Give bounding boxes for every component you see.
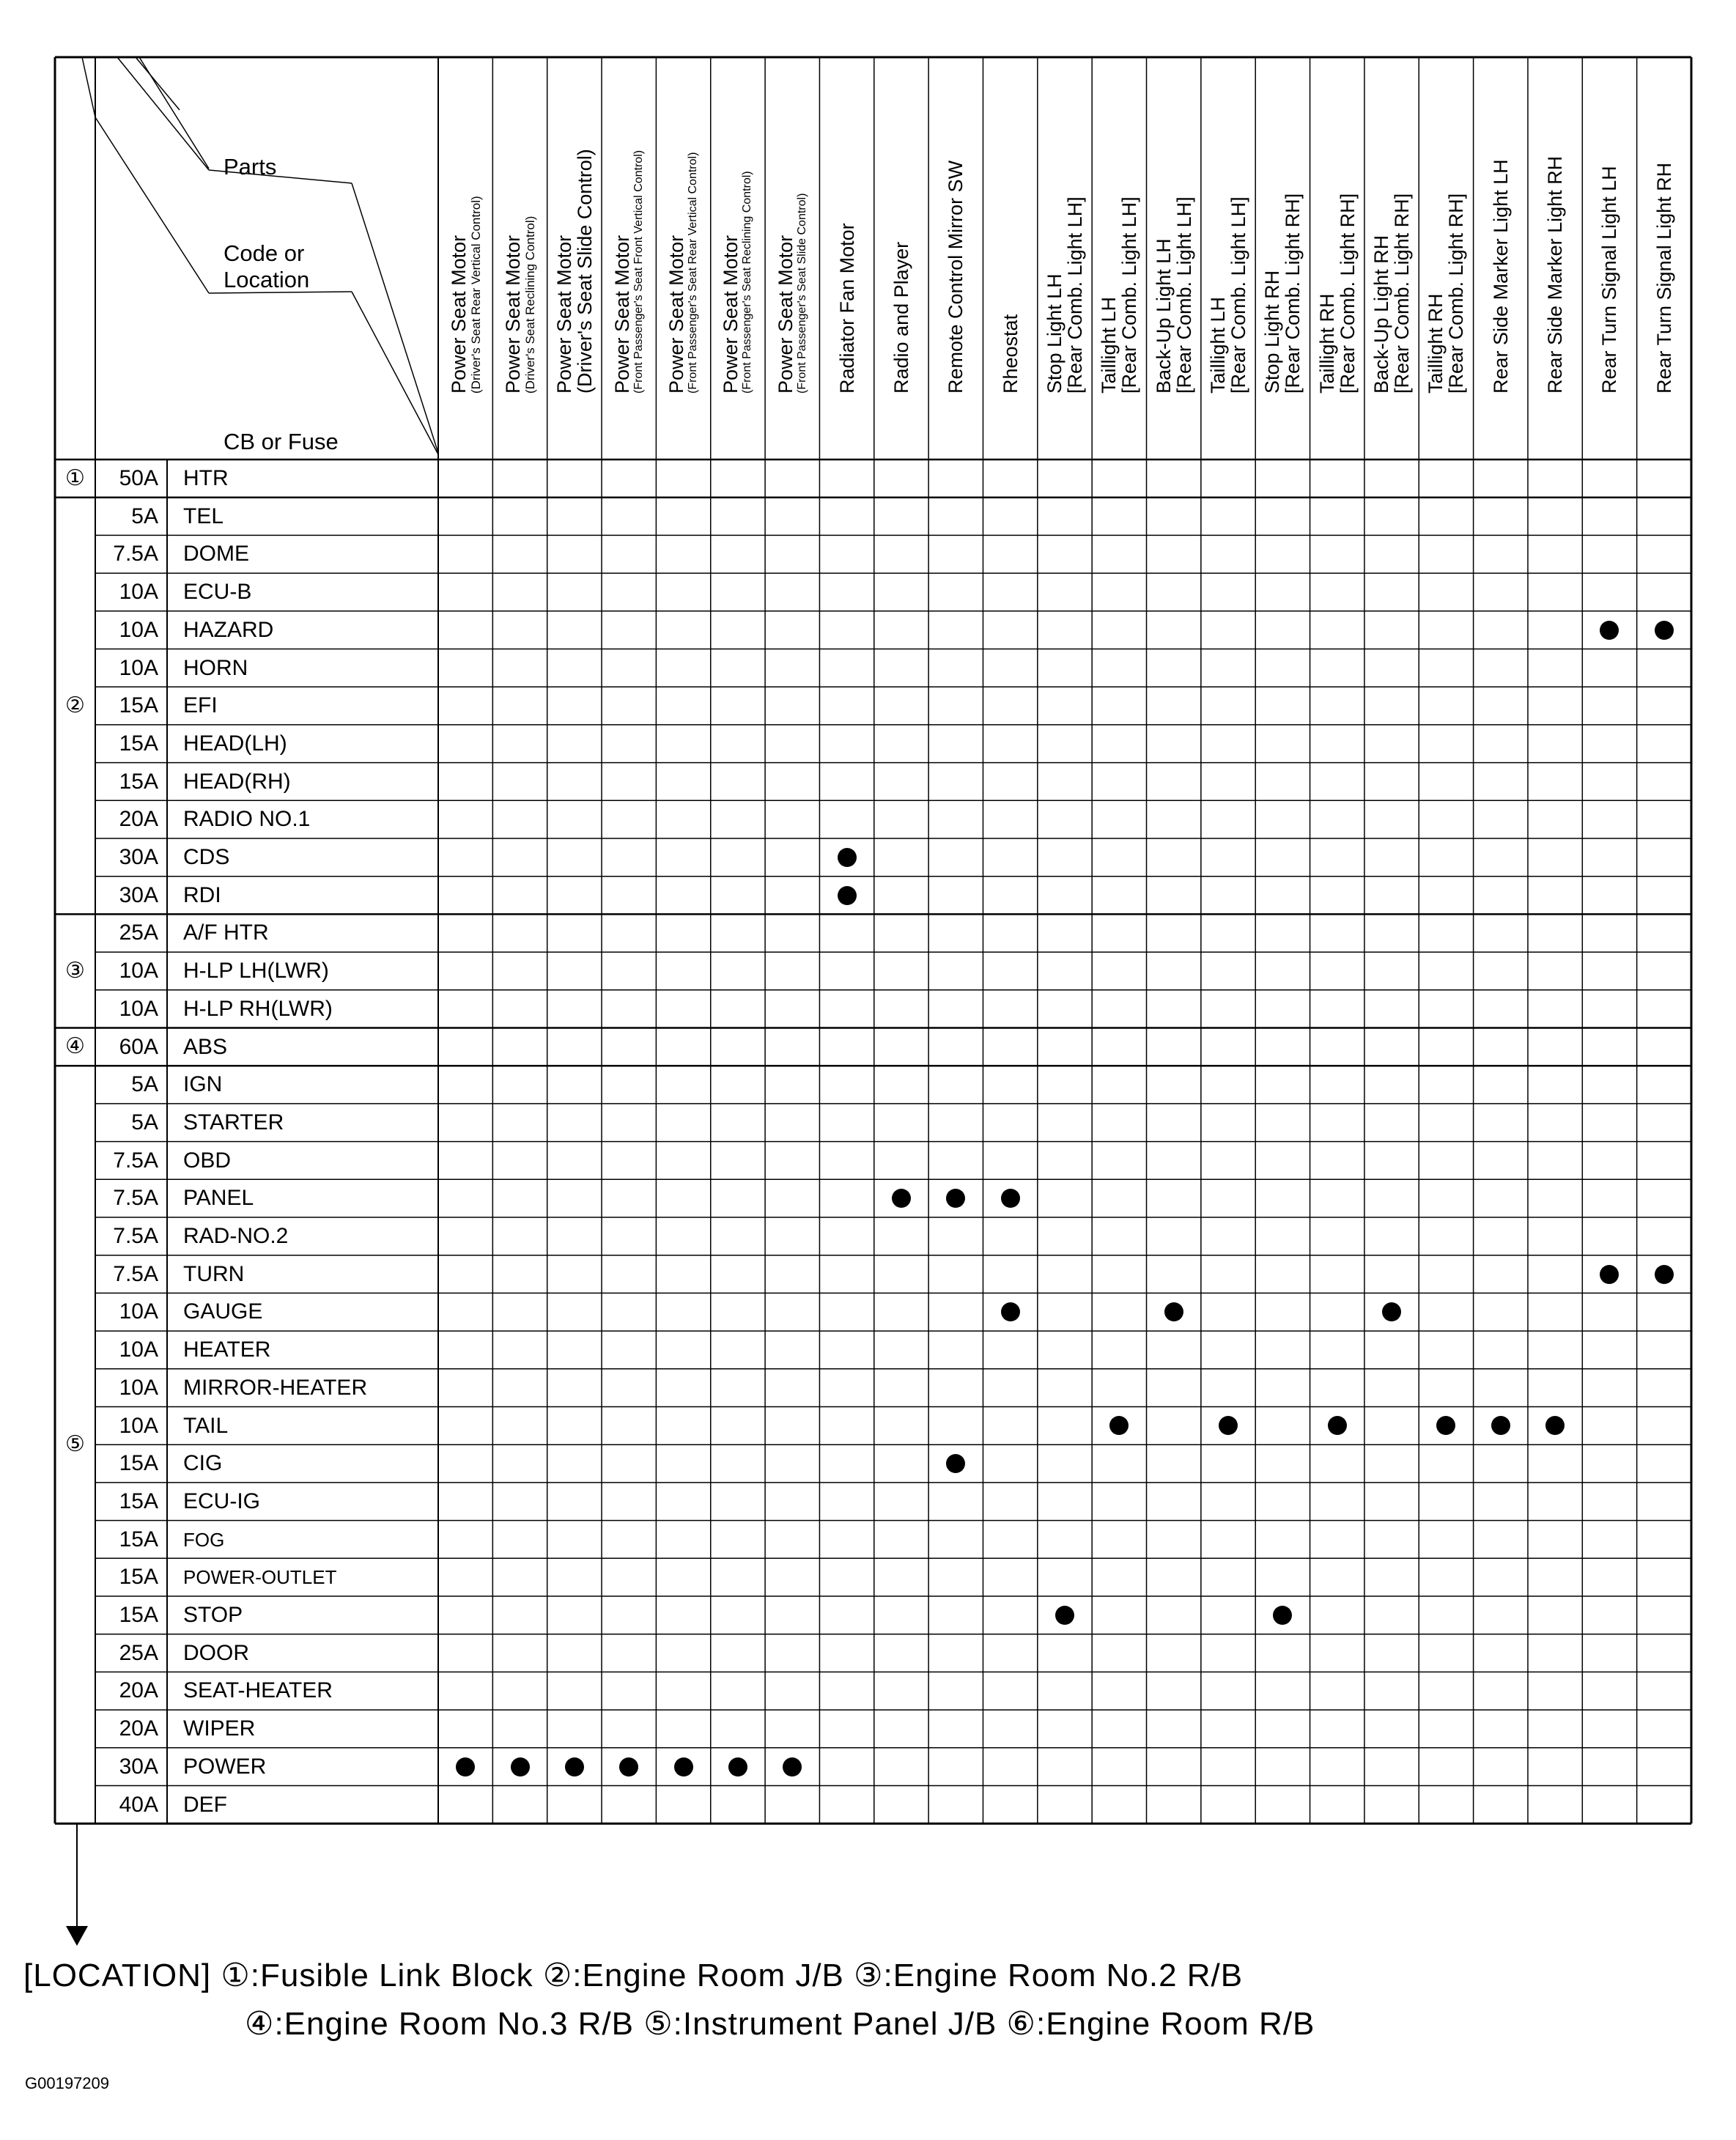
fuse-name: STARTER (183, 1110, 284, 1134)
column-header-main: Power Seat Motor (720, 235, 742, 394)
fuse-name: H-LP LH(LWR) (183, 959, 329, 984)
column-header-main: Power Seat Motor (665, 235, 688, 394)
header-diagonal-1 (82, 57, 95, 117)
location-label: Location (224, 267, 310, 292)
cb-fuse-label: CB or Fuse (224, 429, 339, 454)
fuse-amperage: 20A (119, 1716, 158, 1741)
connection-dot (1655, 621, 1674, 640)
fuse-name: HEATER (183, 1338, 271, 1362)
column-header-main: Stop Light RH (1261, 270, 1284, 394)
fuse-amperage: 15A (119, 731, 158, 756)
column-header-main: Power Seat Motor (553, 235, 575, 394)
column-header-sub: (Front Passenger's Seat Front Vertical Control) (632, 150, 645, 394)
column-header-main: Rear Side Marker Light LH (1489, 159, 1512, 394)
column-header-sub: [Rear Comb. Light RH] (1445, 193, 1468, 394)
fuse-name: HEAD(RH) (183, 769, 291, 794)
column-header-main: Power Seat Motor (502, 235, 525, 394)
connection-dot (1655, 1265, 1674, 1284)
fuse-name: GAUGE (183, 1299, 263, 1324)
fuse-name: HAZARD (183, 617, 274, 642)
header-diagonal-3 (136, 57, 180, 110)
column-header-main: Taillight LH (1098, 296, 1120, 394)
column-header-main: Rheostat (999, 314, 1022, 394)
fuse-name: EFI (183, 693, 218, 718)
connection-dot (783, 1757, 802, 1776)
location-code: ④ (65, 1034, 85, 1059)
fuse-name: RAD-NO.2 (183, 1224, 289, 1248)
column-header (1153, 196, 1194, 394)
location-legend-line-2: ④:Engine Room No.3 R/B ⑤:Instrument Panel J/B ⑥:Engine Room R/B (245, 2006, 1315, 2042)
column-header (1654, 163, 1674, 394)
column-header-main: Radio and Player (890, 241, 912, 394)
header-diagonal-4 (139, 57, 209, 169)
fuse-name: HORN (183, 655, 248, 680)
fuse-amperage: 20A (119, 807, 158, 832)
connection-dot (1055, 1606, 1074, 1625)
fuse-amperage: 5A (131, 1072, 158, 1097)
column-header-main: Rear Turn Signal Light LH (1598, 166, 1621, 394)
fuse-amperage: 20A (119, 1678, 158, 1703)
fuse-name: PANEL (183, 1186, 254, 1211)
figure-code: G00197209 (25, 2074, 109, 2092)
fuse-amperage: 7.5A (113, 1224, 158, 1248)
fuse-amperage: 15A (119, 693, 158, 718)
column-header-main: Taillight LH (1207, 296, 1230, 394)
fuse-amperage: 10A (119, 1375, 158, 1400)
column-header-main: Back-Up Light LH (1152, 238, 1175, 394)
connection-dot (1328, 1416, 1347, 1435)
column-header (1371, 193, 1412, 394)
location-code: ① (65, 465, 85, 490)
column-header (1262, 193, 1303, 394)
connection-dot (1600, 621, 1619, 640)
column-header (720, 171, 754, 394)
fuse-amperage: 15A (119, 1565, 158, 1590)
column-header-main: Remote Control Mirror SW (945, 160, 967, 394)
column-header-main: Power Seat Motor (610, 235, 633, 394)
column-header (554, 149, 595, 394)
column-header-main: Rear Turn Signal Light RH (1652, 162, 1675, 394)
fuse-amperage: 10A (119, 655, 158, 680)
fuse-name: CIG (183, 1451, 223, 1476)
column-header-main: Stop Light LH (1044, 273, 1065, 394)
connection-dot (1491, 1416, 1510, 1435)
header-diagonal-2c (352, 183, 438, 453)
column-header (837, 223, 857, 394)
location-code: ② (65, 693, 85, 718)
fuse-amperage: 10A (119, 580, 158, 605)
column-header-sub: (Driver's Seat Slide Control) (573, 149, 596, 394)
column-header (448, 196, 483, 394)
location-arrow-head (66, 1926, 88, 1946)
fuse-name: SEAT-HEATER (183, 1678, 333, 1703)
fuse-name: DOOR (183, 1640, 249, 1665)
connection-dot (838, 848, 857, 867)
column-header (1425, 193, 1466, 394)
fuse-name: IGN (183, 1072, 223, 1097)
column-header-main: Taillight RH (1315, 293, 1338, 394)
fuse-amperage: 25A (119, 1640, 158, 1665)
fuse-amperage: 15A (119, 769, 158, 794)
location-code: ⑤ (65, 1432, 85, 1457)
fuse-amperage: 30A (119, 1754, 158, 1779)
fuse-amperage: 15A (119, 1488, 158, 1513)
column-header (891, 242, 912, 394)
fuse-amperage: 10A (119, 1413, 158, 1438)
column-header (1208, 196, 1249, 394)
column-header (1317, 193, 1358, 394)
connection-dot (674, 1757, 693, 1776)
column-header-sub: [Rear Comb. Light RH] (1282, 193, 1304, 394)
connection-dot (1164, 1302, 1183, 1321)
location-code: ③ (65, 958, 85, 983)
column-header-sub: [Rear Comb. Light LH] (1227, 196, 1250, 394)
fuse-name: ABS (183, 1034, 228, 1059)
fuse-amperage: 7.5A (113, 1261, 158, 1286)
connection-dot (838, 886, 857, 905)
connection-dot (619, 1757, 638, 1776)
connection-dot (892, 1189, 911, 1208)
fuse-amperage: 15A (119, 1603, 158, 1627)
fuse-amperage: 7.5A (113, 1186, 158, 1211)
fuse-amperage: 7.5A (113, 1148, 158, 1173)
connection-dot (456, 1757, 475, 1776)
connection-dot (511, 1757, 530, 1776)
column-header-sub: (Front Passenger's Seat Slide Control) (795, 193, 808, 394)
fuse-amperage: 5A (131, 503, 158, 528)
fuse-name: TEL (183, 503, 224, 528)
header-diagonal-5 (95, 117, 209, 293)
column-header (666, 152, 700, 394)
fuse-name: STOP (183, 1603, 243, 1627)
fuse-amperage: 40A (119, 1792, 158, 1817)
fuse-amperage: 15A (119, 1527, 158, 1552)
fuse-name: FOG (183, 1528, 225, 1551)
fuse-name: POWER (183, 1754, 267, 1779)
fuse-name: ECU-B (183, 580, 252, 605)
fuse-amperage: 50A (119, 466, 158, 490)
column-header-sub: (Front Passenger's Seat Reclining Control) (741, 171, 754, 394)
fuse-amperage: 10A (119, 996, 158, 1021)
column-header-sub: [Rear Comb. Light RH] (1391, 193, 1414, 394)
fuse-amperage: 5A (131, 1110, 158, 1134)
fuse-amperage: 10A (119, 1338, 158, 1362)
fuse-name: HTR (183, 466, 229, 490)
connection-dot (1001, 1189, 1020, 1208)
fuse-name: H-LP RH(LWR) (183, 996, 333, 1021)
column-header (1000, 314, 1021, 394)
column-header-main: Radiator Fan Motor (835, 223, 858, 394)
column-header (1098, 196, 1140, 394)
code-label: Code or (224, 240, 305, 266)
fuse-amperage: 25A (119, 920, 158, 945)
fuse-name: OBD (183, 1148, 232, 1173)
fuse-amperage: 10A (119, 617, 158, 642)
header-diagonal-5c (352, 292, 438, 454)
connection-dot (565, 1757, 584, 1776)
fuse-name: RADIO NO.1 (183, 807, 311, 832)
column-header-sub: [Rear Comb. Light LH] (1118, 196, 1141, 394)
fuse-name: DOME (183, 542, 249, 567)
fuse-name: A/F HTR (183, 920, 269, 945)
fuse-amperage: 7.5A (113, 542, 158, 567)
connection-dot (728, 1757, 747, 1776)
fuse-name: TAIL (183, 1413, 229, 1438)
column-header (1044, 196, 1085, 394)
parts-label: Parts (224, 154, 277, 180)
column-header (1545, 156, 1565, 394)
column-header-sub: [Rear Comb. Light LH] (1172, 196, 1195, 394)
fuse-name: WIPER (183, 1716, 256, 1741)
location-legend-line-1: [LOCATION] ①:Fusible Link Block ②:Engine Room J/B ③:Engine Room No.2 R/B (23, 1958, 1244, 1993)
column-header-main: Power Seat Motor (774, 235, 797, 394)
column-header-main: Taillight RH (1425, 293, 1447, 394)
fuse-amperage: 30A (119, 845, 158, 869)
column-header (775, 193, 809, 394)
column-header-sub: [Rear Comb. Light LH] (1064, 196, 1086, 394)
fuse-name: RDI (183, 882, 221, 907)
column-header-main: Back-Up Light RH (1370, 235, 1393, 394)
fuse-amperage: 30A (119, 882, 158, 907)
column-header (612, 150, 646, 394)
fuse-name: DEF (183, 1792, 227, 1817)
column-header-sub: [Rear Comb. Light RH] (1336, 193, 1359, 394)
column-header (945, 160, 966, 394)
fuse-amperage: 10A (119, 959, 158, 984)
fuse-name: CDS (183, 845, 230, 869)
fuse-name: TURN (183, 1261, 245, 1286)
connection-dot (1001, 1302, 1020, 1321)
fuse-name: POWER-OUTLET (183, 1566, 337, 1589)
column-header-main: Power Seat Motor (447, 235, 470, 394)
connection-dot (1600, 1265, 1619, 1284)
header-diagonal-2 (117, 57, 209, 170)
column-header (1491, 159, 1511, 394)
fuse-name: MIRROR-HEATER (183, 1375, 368, 1400)
column-header-main: Rear Side Marker Light RH (1544, 155, 1567, 394)
column-header-sub: (Driver's Seat Rear Vertical Control) (468, 196, 483, 394)
column-header (503, 216, 537, 394)
fuse-amperage: 10A (119, 1299, 158, 1324)
fuse-amperage: 15A (119, 1451, 158, 1476)
fuse-name: ECU-IG (183, 1488, 260, 1513)
fuse-amperage: 60A (119, 1034, 158, 1059)
column-header-sub: (Front Passenger's Seat Rear Vertical Control) (687, 152, 700, 394)
column-header (1599, 166, 1619, 394)
column-header-sub: (Driver's Seat Reclining Control) (523, 215, 538, 394)
fuse-name: HEAD(LH) (183, 731, 287, 756)
